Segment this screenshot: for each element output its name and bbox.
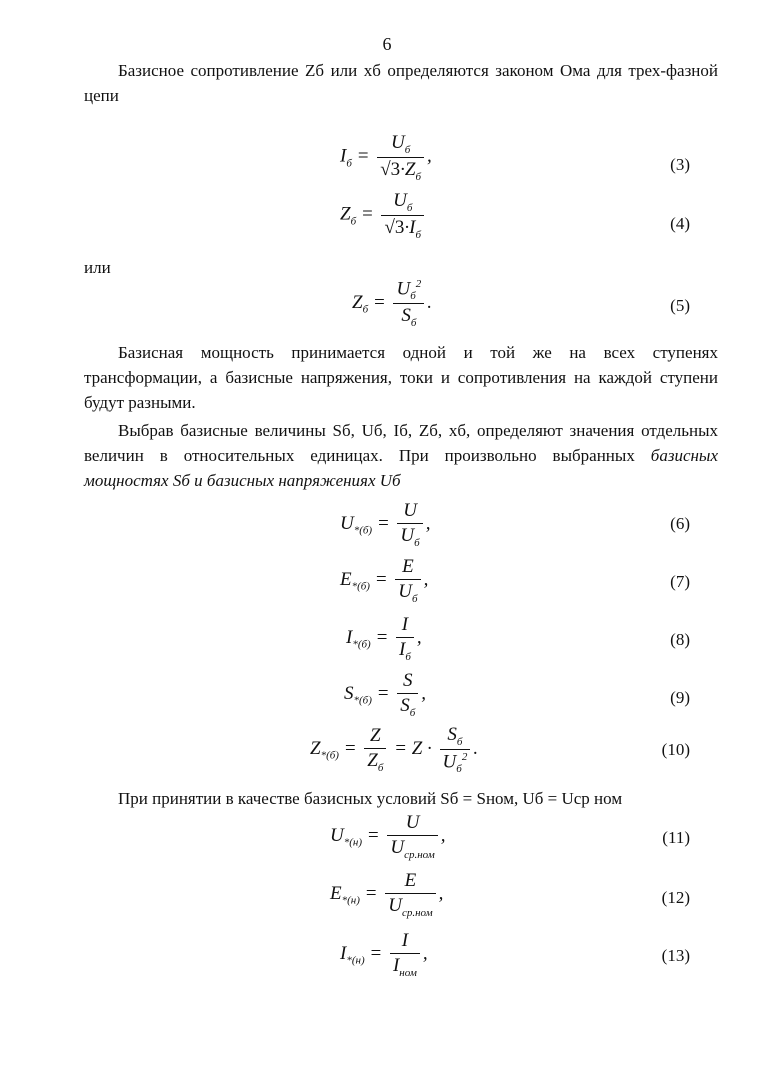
equation-6: $U_{*(б)}$ = $\frac{U}{U_б}$ , — [340, 500, 431, 549]
denominator: $S_б$ — [400, 695, 416, 719]
equals: = — [376, 682, 390, 704]
sub: ном — [399, 966, 417, 979]
paragraph-4: При принятии в качестве базисных условий Sб = Sном, Uб = Uср ном — [118, 789, 623, 808]
equals: = — [343, 737, 357, 759]
fraction — [393, 278, 424, 329]
denominator: $√3\cdot I_б$ — [384, 216, 422, 241]
equation-9: $S_{*(б)}$ = $\frac{S}{S_б}$ , — [344, 670, 426, 719]
sub: б — [409, 706, 416, 719]
equals: = — [356, 145, 370, 167]
sub: *(б) — [351, 580, 370, 593]
dot: · — [427, 737, 432, 759]
fraction — [395, 556, 420, 605]
equation-4: $Z_б$ = $\frac{U_б}{√3\cdot I_б}$ — [340, 190, 427, 241]
eq-number-12: (12) — [661, 888, 690, 907]
numerator: $U_б$ — [381, 190, 424, 216]
sub: *(б) — [320, 749, 339, 762]
equals: = — [394, 737, 407, 759]
numerator: I — [390, 930, 420, 954]
fraction — [396, 614, 414, 663]
denominator: $U_б$ — [400, 525, 420, 549]
equals: = — [372, 291, 386, 313]
eq-number-8: (8) — [670, 630, 690, 649]
equation-5: $Z_б$ = $\frac{U_б^2}{S_б}$ . — [352, 278, 432, 329]
equals: = — [364, 882, 378, 904]
sub: *(н) — [341, 894, 360, 907]
numerator: Z — [364, 725, 386, 749]
sub: б — [415, 228, 422, 241]
equals: = — [369, 942, 383, 964]
fraction — [364, 725, 386, 774]
sub: б — [405, 650, 411, 663]
sub: *(н) — [343, 836, 363, 849]
sub: б — [377, 761, 384, 774]
sub: б — [350, 215, 357, 228]
sub: *(б) — [352, 638, 371, 651]
denominator: $U_{ср.ном}$ — [388, 895, 433, 919]
equation-12: $E_{*(н)}$ = $\frac{E}{U_{ср.ном}}$ , — [330, 870, 444, 919]
sub: *(н) — [346, 954, 365, 967]
numerator: E — [395, 556, 420, 580]
equals: = — [360, 203, 374, 225]
eq-number-13: (13) — [661, 946, 690, 965]
equation-3: $I_б$ = $\frac{U_б}{√3\cdot Z_б}$ , — [340, 132, 432, 183]
sub: *(б) — [353, 694, 372, 707]
numerator: $U_б^2$ — [393, 278, 424, 304]
denominator: $I_{ном}$ — [392, 955, 417, 979]
sup: 2 — [415, 278, 422, 290]
fraction — [440, 724, 471, 775]
paragraph-3 — [84, 418, 718, 493]
sub: б — [414, 536, 420, 549]
equation-11: $U_{*(н)}$ = $\frac{U}{U_{ср.ном}}$ , — [330, 812, 446, 861]
dot: · — [404, 216, 410, 238]
equals: = — [366, 824, 380, 846]
sub: б — [406, 201, 413, 214]
numerator: $U_б$ — [377, 132, 424, 158]
equals: = — [376, 512, 390, 534]
eq-number-3: (3) — [670, 155, 690, 174]
paragraph-2: Базисная мощность принимается одной и той же на всех ступенях трансформации, а базисные напряжения, токи и сопротивления на каждой ступени будут разными. — [84, 343, 718, 412]
sqrt: √3 — [384, 216, 405, 238]
equation-10: $Z_{*(б)}$ = $\frac{Z}{Z_б}$ = Z · $\frac{S_б}{U_б^2}$ . — [310, 724, 479, 775]
label-ili: или — [84, 258, 111, 277]
eq-number-5: (5) — [670, 296, 690, 315]
dot: · — [400, 158, 405, 180]
eq-number-9: (9) — [670, 688, 690, 707]
eq-number-10: (10) — [661, 740, 690, 759]
fraction — [385, 870, 435, 919]
fraction — [390, 930, 420, 979]
fraction — [397, 500, 422, 549]
equation-7: $E_{*(б)}$ = $\frac{E}{U_б}$ , — [340, 556, 429, 605]
denominator: $I_б$ — [399, 639, 411, 663]
sup: 2 — [461, 750, 468, 763]
denominator: $U_б$ — [398, 581, 418, 605]
eq-number-6: (6) — [670, 514, 690, 533]
denominator: $√3\cdot Z_б$ — [380, 158, 422, 183]
sub: ср.ном — [404, 848, 435, 861]
sub: б — [410, 316, 417, 329]
denominator: $Z_б$ — [367, 750, 384, 774]
sub: б — [362, 303, 369, 316]
page-number: 6 — [382, 34, 392, 54]
equation-13: $I_{*(н)}$ = $\frac{I}{I_{ном}}$ , — [340, 930, 428, 979]
equals: = — [374, 568, 388, 590]
sub: б — [415, 170, 422, 183]
paragraph-3-text: Выбрав базисные величины Sб, Uб, Iб, Zб, xб, определяют значения отдельных величин в относительных единицах. При произвольно выбранных — [84, 421, 718, 465]
paragraph-1: Базисное сопротивление Zб или xб определяются законом Ома для трех-фазной цепи — [84, 61, 718, 105]
numerator: S — [397, 670, 418, 694]
sub: б — [412, 592, 418, 605]
numerator: $S_б$ — [440, 724, 471, 750]
fraction — [387, 812, 437, 861]
eq-number-4: (4) — [670, 214, 690, 233]
fraction — [377, 132, 424, 183]
sub: *(б) — [353, 524, 373, 537]
denominator: $S_б$ — [401, 305, 417, 329]
sub: б — [456, 762, 462, 775]
numerator: U — [397, 500, 422, 524]
denominator: $U_б^2$ — [442, 750, 468, 775]
sub: ср.ном — [401, 906, 433, 919]
sub: б — [410, 290, 416, 303]
denominator: $U_{ср.ном}$ — [390, 837, 435, 861]
sub: б — [346, 157, 352, 170]
sqrt: √3 — [380, 158, 401, 180]
fraction — [397, 670, 418, 719]
numerator: E — [385, 870, 435, 894]
numerator: I — [396, 614, 414, 638]
equals: = — [375, 626, 389, 648]
eq-number-11: (11) — [662, 828, 690, 847]
fraction — [381, 190, 424, 241]
equation-8: $I_{*(б)}$ = $\frac{I}{I_б}$ , — [346, 614, 422, 663]
paragraph-3-italic: базисных мощностях Sб и базисных напряжениях Uб — [84, 446, 718, 490]
sub: б — [456, 735, 463, 748]
numerator: U — [387, 812, 437, 836]
sub: б — [404, 143, 411, 156]
eq-number-7: (7) — [670, 572, 690, 591]
